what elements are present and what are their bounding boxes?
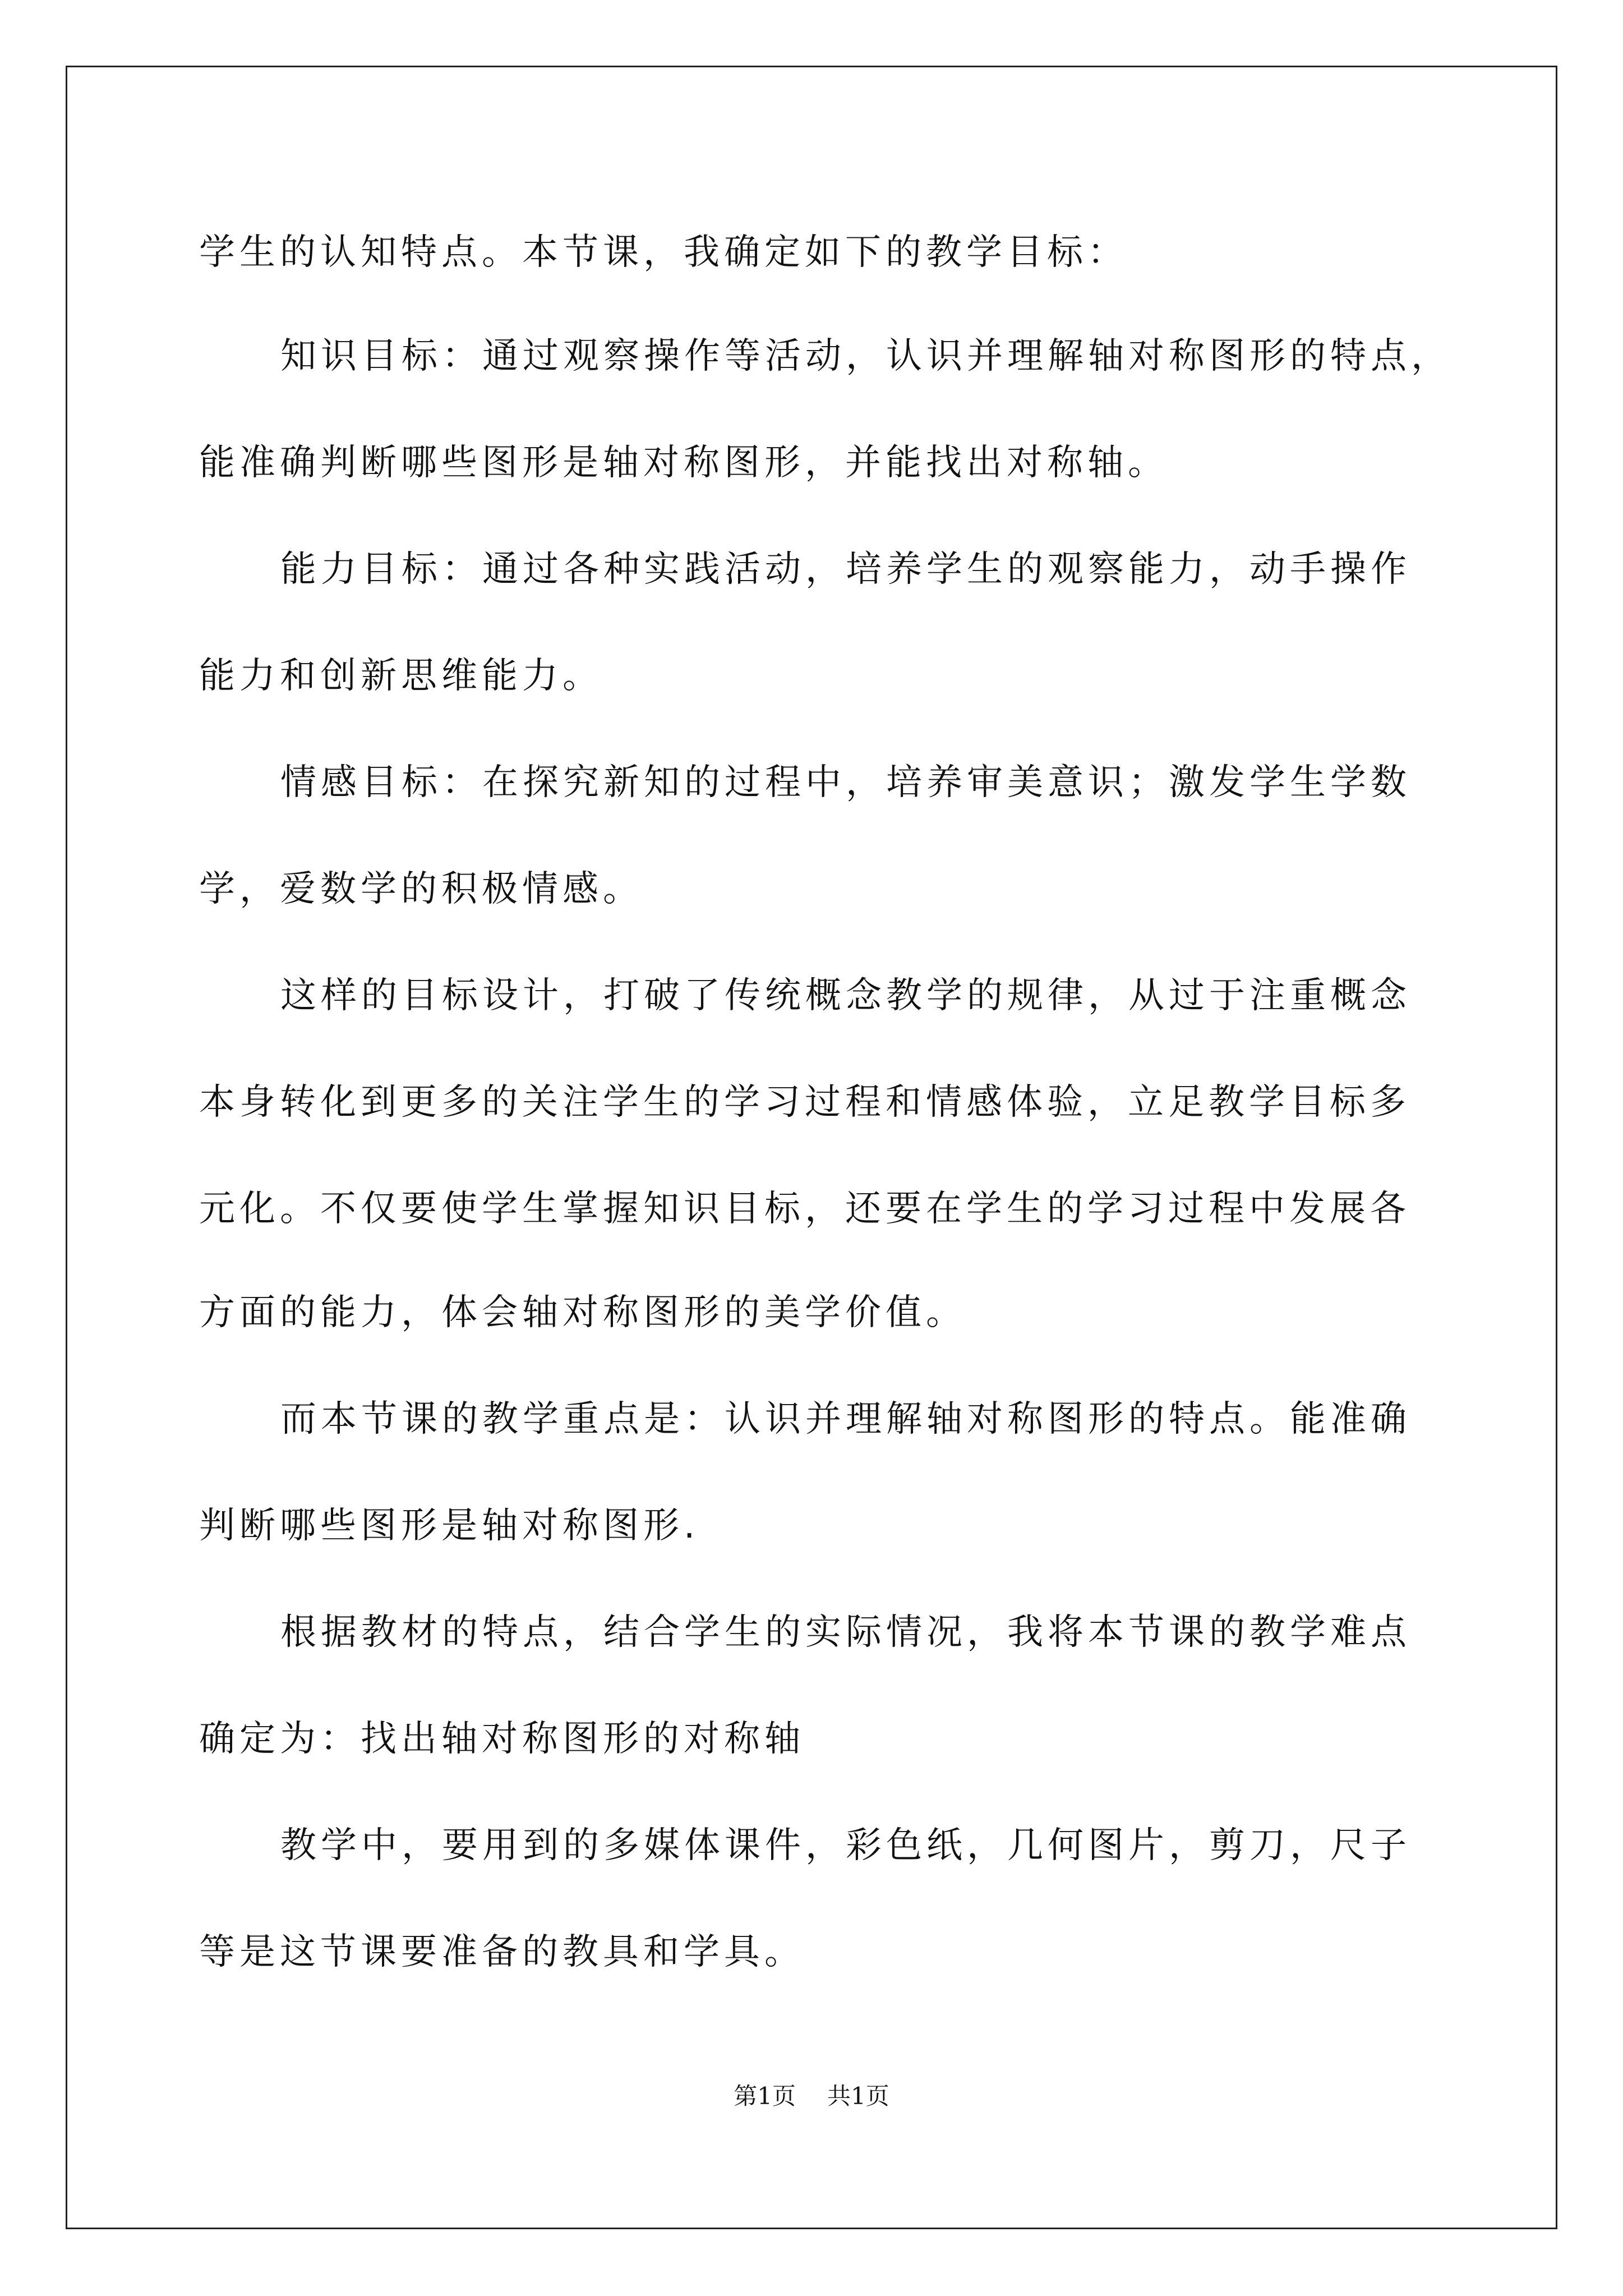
text-line-6: 情感目标：在探究新知的过程中，培养审美意识；激发学生学数 [280,762,1411,803]
text-line-15: 确定为：找出轴对称图形的对称轴 [199,1718,805,1760]
text-line-14: 根据教材的特点，结合学生的实际情况，我将本节课的教学难点 [280,1612,1411,1653]
page-footer [0,2081,1623,2111]
text-line-12: 而本节课的教学重点是：认识并理解轴对称图形的特点。能准确 [280,1398,1411,1440]
text-line-1: 学生的认知特点。本节课，我确定如下的教学目标： [199,232,1128,273]
text-line-10: 元化。不仅要使学生掌握知识目标，还要在学生的学习过程中发展各 [199,1188,1410,1230]
text-line-7: 学，爱数学的积极情感。 [199,868,643,910]
text-line-5: 能力和创新思维能力。 [199,655,603,697]
text-line-16: 教学中，要用到的多媒体课件，彩色纸，几何图片，剪刀，尺子 [280,1825,1411,1866]
text-line-4: 能力目标：通过各种实践活动，培养学生的观察能力，动手操作 [280,549,1411,590]
text-line-9: 本身转化到更多的关注学生的学习过程和情感体验，立足教学目标多 [199,1082,1410,1123]
page-count: 共1页 [827,2082,889,2110]
text-line-2: 知识目标：通过观察操作等活动，认识并理解轴对称图形的特点， [280,335,1451,377]
text-line-3: 能准确判断哪些图形是轴对称图形，并能找出对称轴。 [199,442,1168,484]
text-line-17: 等是这节课要准备的教具和学具。 [199,1931,805,1973]
text-line-13: 判断哪些图形是轴对称图形. [199,1505,700,1547]
page-border [66,66,1557,2229]
text-line-11: 方面的能力，体会轴对称图形的美学价值。 [199,1292,966,1333]
page-number: 第1页 [734,2082,796,2110]
text-line-8: 这样的目标设计，打破了传统概念教学的规律，从过于注重概念 [280,975,1411,1016]
